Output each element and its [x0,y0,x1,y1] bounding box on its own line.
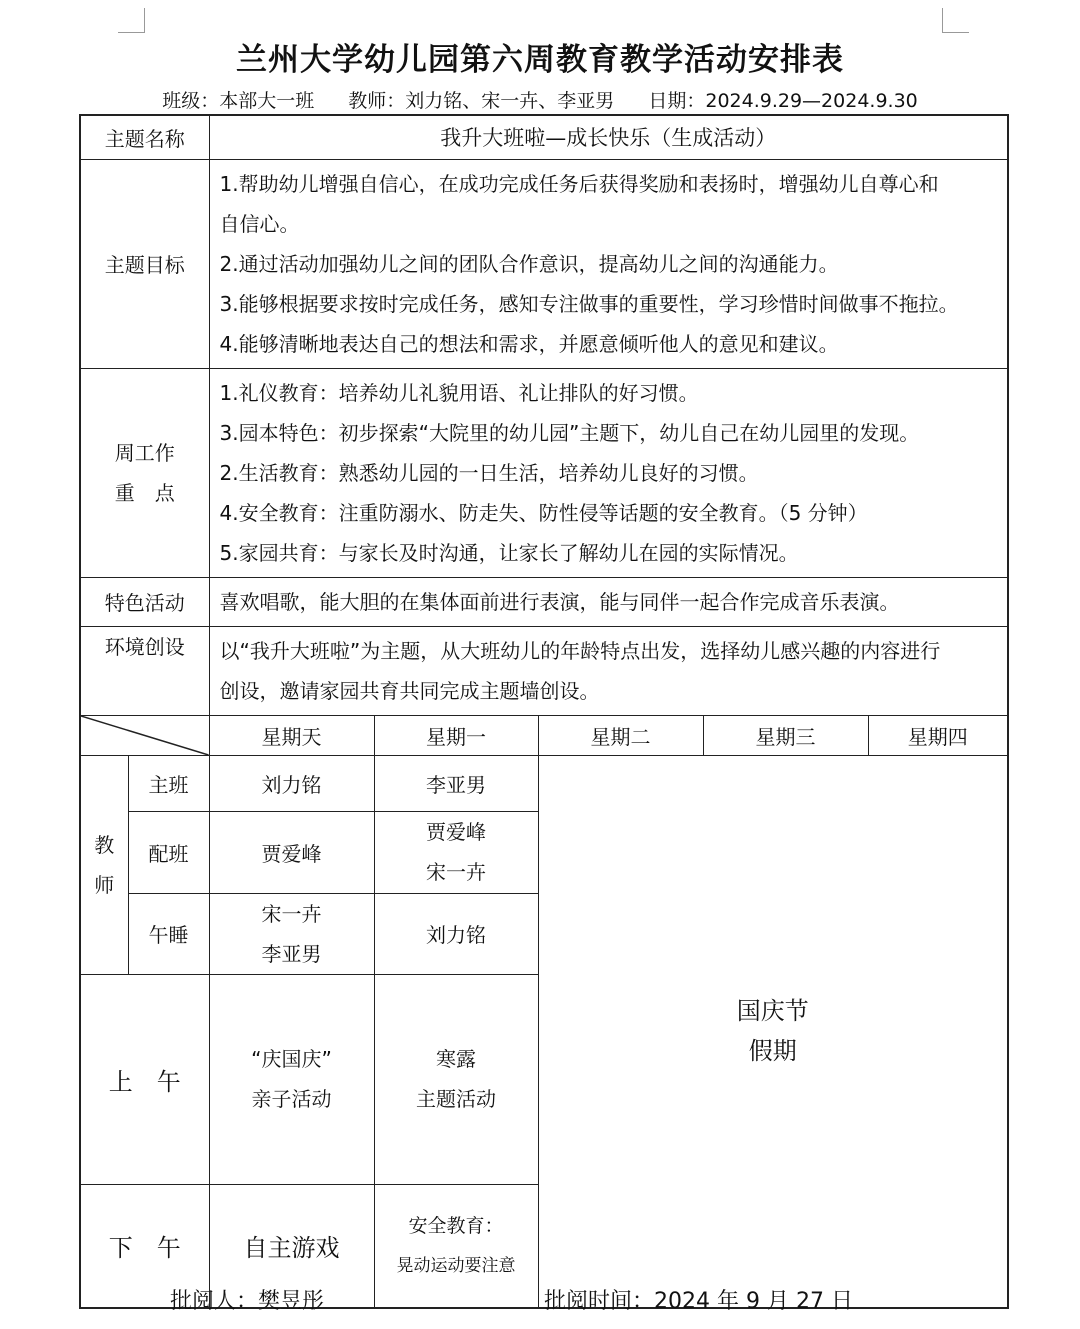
environment-label: 环境创设 [80,626,209,715]
goal-line: 4.能够清晰地表达自己的想法和需求，并愿意倾听他人的意见和建议。 [219,331,839,356]
holiday-line2: 假期 [748,1037,797,1066]
weekly-focus-label-line1: 周工作 [114,440,175,465]
goal-line: 2.通过活动加强幼儿之间的团队合作意识，提高幼儿之间的沟通能力。 [219,251,839,276]
teachers-info: 教师：刘力铭、宋一卉、李亚男 [348,90,615,112]
day-header-tue: 星期二 [538,715,703,755]
holiday-line1: 国庆节 [736,997,809,1026]
goal-line: 自信心。 [219,211,300,236]
row-special-activity [80,577,1008,626]
focus-line: 2.生活教育：熟悉幼儿园的一日生活，培养幼儿良好的习惯。 [219,460,759,485]
theme-goals-label: 主题目标 [80,159,209,368]
row-theme-name [80,115,1008,159]
day-header-sun: 星期天 [209,715,374,755]
nap-teacher-label: 午睡 [128,893,209,974]
day-header-mon: 星期一 [374,715,538,755]
holiday-cell [538,755,1008,1308]
nap-teacher-mon: 刘力铭 [374,893,538,974]
theme-name-value: 我升大班啦—成长快乐（生成活动） [209,115,1008,159]
assist-teacher-label: 配班 [128,811,209,893]
assist-teacher-sun: 贾爱峰 [209,811,374,893]
assist-teacher-mon-line1: 贾爱峰 [426,820,486,844]
theme-goals-list [209,159,1008,368]
goal-line: 1.帮助幼儿增强自信心，在成功完成任务后获得奖励和表扬时，增强幼儿自尊心和 [219,171,939,196]
document-title: 兰州大学幼儿园第六周教育教学活动安排表 [236,42,844,78]
environment-line: 以“我升大班啦”为主题，从大班幼儿的年龄特点出发，选择幼儿感兴趣的内容进行 [219,638,941,663]
morning-mon [374,974,538,1184]
afternoon-mon-line2: 晃动运动要注意 [396,1255,516,1276]
weekly-focus-list [209,368,1008,577]
nap-teacher-sun-line2: 李亚男 [261,941,322,966]
main-teacher-sun: 刘力铭 [209,755,374,811]
row-main-teacher [80,755,1008,811]
date-info: 日期：2024.9.29—2024.9.30 [648,90,918,112]
row-theme-goals [80,159,1008,368]
morning-label: 上 午 [80,974,209,1184]
morning-mon-line1: 寒露 [436,1047,476,1071]
morning-sun-line2: 亲子活动 [251,1087,332,1111]
special-activity-label: 特色活动 [80,577,209,626]
day-header-wed: 星期三 [703,715,868,755]
header-meta [0,86,1080,113]
morning-mon-line2: 主题活动 [416,1087,496,1111]
row-days-header [80,715,1008,755]
morning-sun [209,974,374,1184]
nap-teacher-sun-line1: 宋一卉 [261,901,322,926]
crop-mark-top-left [118,8,145,33]
focus-line: 3.园本特色：初步探索“大院里的幼儿园”主题下，幼儿自己在幼儿园里的发现。 [219,420,920,445]
teacher-group-label [80,755,128,974]
assist-teacher-mon-line2: 宋一卉 [426,860,486,884]
afternoon-mon [374,1184,538,1308]
weekly-focus-label-line2: 重 点 [114,480,175,505]
row-environment [80,626,1008,715]
theme-name-label: 主题名称 [80,115,209,159]
schedule-table [79,114,1009,1309]
focus-line: 4.安全教育：注重防溺水、防走失、防性侵等话题的安全教育。（5 分钟） [219,500,868,525]
assist-teacher-mon [374,811,538,893]
main-teacher-label: 主班 [128,755,209,811]
diagonal-line [81,716,209,755]
afternoon-sun: 自主游戏 [209,1184,374,1308]
environment-line: 创设，邀请家园共育共同完成主题墙创设。 [219,678,600,703]
review-time: 批阅时间：2024 年 9 月 27 日 [544,1289,853,1314]
class-info: 班级：本部大一班 [162,90,315,112]
teacher-group-label-line1: 教 [94,832,115,857]
afternoon-mon-line1: 安全教育： [408,1214,504,1237]
reviewer: 批阅人：樊昱彤 [170,1289,325,1314]
goal-line: 3.能够根据要求按时完成任务，感知专注做事的重要性，学习珍惜时间做事不拖拉。 [219,291,959,316]
main-teacher-mon: 李亚男 [374,755,538,811]
special-activity-value: 喜欢唱歌，能大胆的在集体面前进行表演，能与同伴一起合作完成音乐表演。 [209,577,1008,626]
row-weekly-focus [80,368,1008,577]
environment-text [209,626,1008,715]
morning-sun-line1: “庆国庆” [251,1047,332,1071]
weekly-focus-label [80,368,209,577]
day-header-thu: 星期四 [868,715,1008,755]
teacher-group-label-line2: 师 [94,872,115,897]
focus-line: 5.家园共育：与家长及时沟通，让家长了解幼儿在园的实际情况。 [219,540,799,565]
crop-mark-top-right [942,8,969,33]
afternoon-label: 下 午 [80,1184,209,1308]
focus-line: 1.礼仪教育：培养幼儿礼貌用语、礼让排队的好习惯。 [219,380,699,405]
nap-teacher-sun [209,893,374,974]
diagonal-header-cell [80,715,209,755]
